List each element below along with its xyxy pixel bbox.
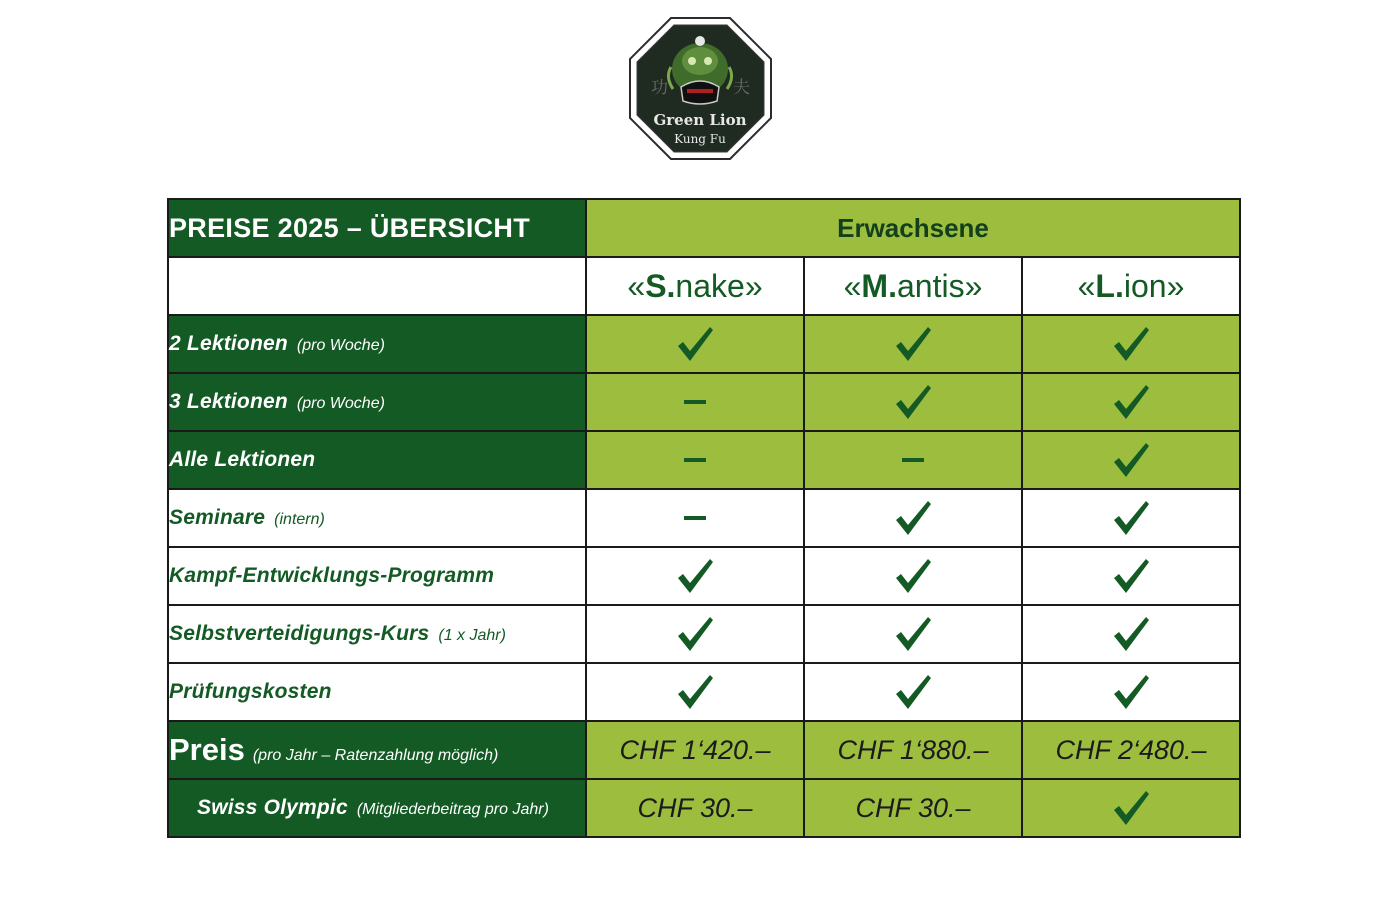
feature-label-note: (pro Woche) <box>296 337 385 354</box>
price-snake-cell <box>586 721 804 779</box>
check-icon <box>1111 615 1151 653</box>
feature-value-cell <box>804 489 1022 547</box>
feature-label-cell <box>168 663 586 721</box>
plan-mantis: «M.antis» <box>804 257 1022 315</box>
price-row <box>168 721 1240 779</box>
check-icon <box>893 383 933 421</box>
feature-label-cell <box>168 547 586 605</box>
logo-brand-line: Green Lion <box>653 111 747 129</box>
table-row <box>168 605 1240 663</box>
price-overview-table <box>167 198 1241 838</box>
check-icon <box>1111 499 1151 537</box>
feature-value-cell <box>586 605 804 663</box>
price-label-cell <box>168 721 586 779</box>
feature-value-cell <box>804 431 1022 489</box>
green-lion-logo <box>629 17 772 160</box>
feature-label-cell <box>168 431 586 489</box>
feature-label-cell <box>168 489 586 547</box>
feature-value-cell <box>586 663 804 721</box>
table-title: PREISE 2025 – ÜBERSICHT <box>169 212 531 243</box>
table-row <box>168 315 1240 373</box>
olympic-mantis: CHF 30.– <box>855 792 971 823</box>
dash-icon <box>684 400 706 404</box>
check-icon <box>1111 383 1151 421</box>
feature-value-cell <box>804 373 1022 431</box>
table-row <box>168 489 1240 547</box>
price-mantis-cell <box>804 721 1022 779</box>
plan-snake: «S.nake» <box>586 257 804 315</box>
feature-label: 2 Lektionen <box>169 332 288 355</box>
feature-value-cell <box>586 373 804 431</box>
table-title-cell <box>168 199 586 257</box>
feature-value-cell <box>1022 663 1240 721</box>
feature-value-cell <box>1022 547 1240 605</box>
check-icon <box>1111 557 1151 595</box>
plan-lion: «L.ion» <box>1022 257 1240 315</box>
feature-value-cell <box>586 315 804 373</box>
feature-value-cell <box>804 663 1022 721</box>
olympic-mantis-cell <box>804 779 1022 837</box>
dash-icon <box>684 516 706 520</box>
feature-label-note: (1 x Jahr) <box>438 627 506 644</box>
olympic-label-cell <box>168 779 586 837</box>
check-icon <box>893 615 933 653</box>
price-label: Preis <box>169 732 245 767</box>
check-icon <box>893 325 933 363</box>
check-icon <box>675 325 715 363</box>
table-row <box>168 431 1240 489</box>
feature-value-cell <box>1022 315 1240 373</box>
olympic-row <box>168 779 1240 837</box>
feature-value-cell <box>804 315 1022 373</box>
check-icon <box>893 557 933 595</box>
price-label-note: (pro Jahr – Ratenzahlung möglich) <box>252 747 499 764</box>
price-snake: CHF 1‘420.– <box>619 734 771 765</box>
olympic-snake: CHF 30.– <box>637 792 753 823</box>
feature-value-cell <box>804 605 1022 663</box>
price-mantis: CHF 1‘880.– <box>837 734 989 765</box>
table-row <box>168 663 1240 721</box>
feature-label: Seminare <box>169 506 266 529</box>
plan-row <box>168 257 1240 315</box>
empty-corner-cell <box>168 257 586 315</box>
logo-sub-line: Kung Fu <box>674 132 726 146</box>
olympic-lion-cell <box>1022 779 1240 837</box>
feature-label: Alle Lektionen <box>169 448 316 471</box>
feature-label-cell <box>168 373 586 431</box>
group-header-cell <box>586 199 1240 257</box>
group-header: Erwachsene <box>837 212 989 243</box>
check-icon <box>675 673 715 711</box>
feature-label-cell <box>168 315 586 373</box>
table-row <box>168 373 1240 431</box>
fu-glyph: 夫 <box>733 78 750 98</box>
feature-value-cell <box>804 547 1022 605</box>
olympic-label: Swiss Olympic <box>197 796 348 819</box>
feature-value-cell <box>586 547 804 605</box>
feature-label-note: (pro Woche) <box>296 395 385 412</box>
feature-value-cell <box>1022 373 1240 431</box>
feature-value-cell <box>1022 431 1240 489</box>
feature-value-cell <box>1022 489 1240 547</box>
kung-glyph: 功 <box>651 78 668 98</box>
feature-label: Prüfungskosten <box>169 680 332 703</box>
feature-label-note: (intern) <box>274 511 325 528</box>
feature-label-cell <box>168 605 586 663</box>
check-icon <box>1111 325 1151 363</box>
check-icon <box>893 499 933 537</box>
feature-value-cell <box>586 431 804 489</box>
feature-label: Kampf-Entwicklungs-Programm <box>169 564 495 587</box>
check-icon <box>1111 673 1151 711</box>
check-icon <box>675 615 715 653</box>
dash-icon <box>684 458 706 462</box>
feature-label: 3 Lektionen <box>169 390 288 413</box>
olympic-label-note: (Mitgliederbeitrag pro Jahr) <box>356 801 549 818</box>
feature-label: Selbstverteidigungs-Kurs <box>169 622 430 645</box>
price-lion-cell <box>1022 721 1240 779</box>
check-icon <box>1111 789 1151 827</box>
header-row <box>168 199 1240 257</box>
table-row <box>168 547 1240 605</box>
dash-icon <box>902 458 924 462</box>
price-lion: CHF 2‘480.– <box>1055 734 1207 765</box>
check-icon <box>893 673 933 711</box>
olympic-snake-cell <box>586 779 804 837</box>
feature-value-cell <box>586 489 804 547</box>
check-icon <box>675 557 715 595</box>
check-icon <box>1111 441 1151 479</box>
feature-value-cell <box>1022 605 1240 663</box>
